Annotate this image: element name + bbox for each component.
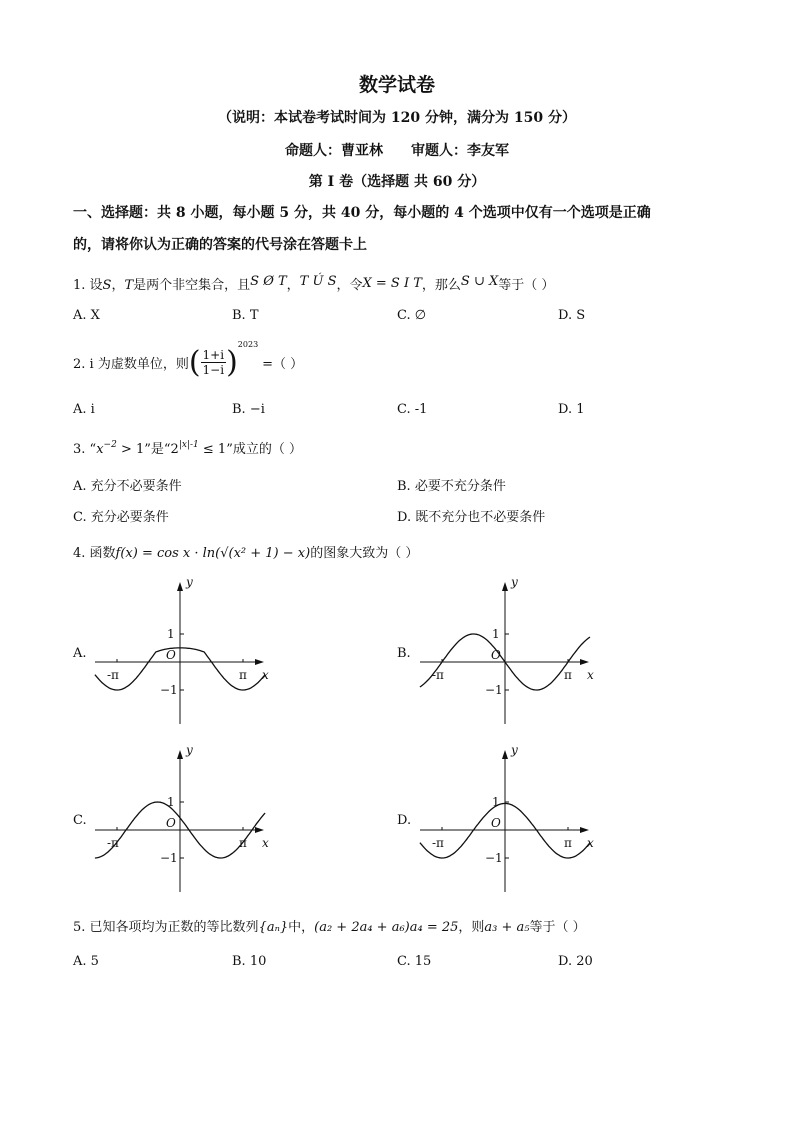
question-2: 2. i 为虚数单位，则 ( $\frac{1+i}{1-i}$ ) 2023 =（ ） bbox=[73, 340, 304, 380]
q4-d-label-1: 1 bbox=[492, 795, 500, 809]
q4-a-origin-label: O bbox=[166, 648, 176, 662]
q4-d-y-arrow bbox=[502, 750, 508, 759]
q2-exponent: 2023 bbox=[237, 340, 259, 349]
q2-option-a[interactable]: A. i bbox=[73, 402, 95, 417]
q4-text-a: 4. 函数 bbox=[73, 546, 116, 561]
q5-option-a[interactable]: A. 5 bbox=[73, 954, 99, 969]
q4-b-label-neg-1: −1 bbox=[485, 683, 503, 697]
q2-option-b[interactable]: B. −i bbox=[232, 402, 265, 417]
q4-formula: f(x) = cos x · ln(√(x² + 1) − x) bbox=[115, 546, 311, 561]
q2-denominator: 1−i bbox=[202, 362, 225, 377]
q4-b-x-label: x bbox=[587, 668, 594, 682]
q4-d-label-neg-pi: -π bbox=[432, 836, 444, 850]
q4-d-x-arrow bbox=[580, 827, 589, 833]
q2-numerator: 1+i bbox=[202, 347, 225, 362]
q4-d-x-label: x bbox=[587, 836, 594, 850]
q4-option-a[interactable]: A. bbox=[73, 646, 87, 661]
q2-option-d[interactable]: D. 1 bbox=[558, 402, 585, 417]
q3-option-b[interactable]: B. 必要不充分条件 bbox=[397, 479, 506, 494]
q5-target: a₃ + a₅ bbox=[484, 920, 530, 935]
q4-d-y-label: y bbox=[511, 743, 518, 757]
q1-text-a: 1. 设 bbox=[73, 278, 103, 293]
q1-comma-2: ， bbox=[286, 278, 300, 293]
q1-text-d: ，那么 bbox=[421, 278, 461, 293]
q3-rest-2: ≤ 1 bbox=[198, 442, 227, 457]
q4-c-origin-label: O bbox=[166, 816, 176, 830]
q1-text-b: 是两个非空集合，且 bbox=[133, 278, 251, 293]
q4-option-b[interactable]: B. bbox=[397, 646, 411, 661]
page-title: 数学试卷 bbox=[358, 74, 435, 96]
q4-c-label-pi: π bbox=[239, 836, 247, 850]
q1-comma: ， bbox=[111, 278, 125, 293]
q5-text-a: 5. 已知各项均为正数的等比数列 bbox=[73, 920, 259, 935]
q3-option-a[interactable]: A. 充分不必要条件 bbox=[73, 479, 182, 494]
q4-a-label-neg-1: −1 bbox=[160, 683, 178, 697]
q5-condition: (a₂ + 2a₄ + a₆)a₄ = 25 bbox=[314, 920, 459, 935]
reviewer: 审题人：李友军 bbox=[411, 143, 509, 159]
q2-text-a: 2. i 为虚数单位，则 bbox=[73, 356, 189, 372]
q3-text-a: 3. “ bbox=[73, 442, 97, 457]
q4-c-label-1: 1 bbox=[167, 795, 175, 809]
q5-text-d: 等于（ ） bbox=[529, 920, 586, 935]
q5-option-c[interactable]: C. 15 bbox=[397, 954, 432, 969]
q4-b-label-1: 1 bbox=[492, 627, 500, 641]
q3-text-b: ”是“ bbox=[144, 442, 171, 457]
q3-text-c: ”成立的（ ） bbox=[226, 442, 302, 457]
question-5 bbox=[73, 916, 586, 935]
q4-a-label-1: 1 bbox=[167, 627, 175, 641]
exam-note: （说明：本试卷考试时间为 120 分钟，满分为 150 分） bbox=[218, 110, 576, 126]
q1-option-d[interactable]: D. S bbox=[558, 308, 586, 323]
q2-text-b: =（ ） bbox=[262, 356, 304, 372]
q3-option-c[interactable]: C. 充分必要条件 bbox=[73, 510, 169, 525]
q4-c-label-neg-pi: -π bbox=[107, 836, 119, 850]
q3-rest-1: > 1 bbox=[116, 442, 145, 457]
section-heading-line2: 的，请将你认为正确的答案的代号涂在答题卡上 bbox=[73, 237, 367, 253]
q4-b-y-label: y bbox=[511, 575, 518, 589]
q3-exp-2: |x|-1 bbox=[178, 440, 199, 450]
q4-a-label-neg-pi: -π bbox=[107, 668, 119, 682]
q1-relation-2: T Ú S bbox=[299, 274, 337, 289]
q1-expression: S ∪ X bbox=[460, 274, 499, 289]
q3-var-x: x bbox=[96, 442, 104, 457]
q1-option-b[interactable]: B. T bbox=[232, 308, 259, 323]
q4-option-d[interactable]: D. bbox=[397, 813, 412, 828]
q1-t: T bbox=[124, 278, 134, 293]
q4-option-c[interactable]: C. bbox=[73, 813, 87, 828]
q5-text-b: 中， bbox=[288, 920, 315, 935]
q5-text-c: ，则 bbox=[458, 920, 485, 935]
q1-option-a[interactable]: A. X bbox=[73, 308, 100, 323]
q1-s: S bbox=[102, 278, 112, 293]
q4-c-label-neg-1: −1 bbox=[160, 851, 178, 865]
q4-b-label-pi: π bbox=[564, 668, 572, 682]
q4-a-label-pi: π bbox=[239, 668, 247, 682]
part-heading: 第 I 卷（选择题 共 60 分） bbox=[308, 174, 486, 190]
q5-option-b[interactable]: B. 10 bbox=[232, 954, 267, 969]
q5-option-d[interactable]: D. 20 bbox=[558, 954, 593, 969]
q4-d-origin-label: O bbox=[491, 816, 501, 830]
q4-a-x-label: x bbox=[262, 668, 269, 682]
q4-a-y-label: y bbox=[186, 575, 193, 589]
q4-c-x-label: x bbox=[262, 836, 269, 850]
q4-b-origin-label: O bbox=[491, 648, 501, 662]
setter: 命题人：曹亚林 bbox=[285, 143, 383, 159]
q3-base-2: 2 bbox=[170, 442, 179, 457]
q4-b-label-neg-pi: -π bbox=[432, 668, 444, 682]
q2-option-c[interactable]: C. -1 bbox=[397, 402, 428, 417]
q4-d-label-neg-1: −1 bbox=[485, 851, 503, 865]
q3-option-d[interactable]: D. 既不充分也不必要条件 bbox=[397, 510, 546, 525]
q1-option-c[interactable]: C. ∅ bbox=[397, 308, 427, 323]
q1-definition: X = S I T bbox=[362, 276, 422, 291]
q1-text-e: 等于（ ） bbox=[498, 278, 555, 293]
q1-relation-1: S Ø T bbox=[250, 274, 287, 289]
q1-text-c: ，令 bbox=[336, 278, 363, 293]
q4-c-y-label: y bbox=[186, 743, 193, 757]
q4-d-label-pi: π bbox=[564, 836, 572, 850]
q4-text-b: 的图象大致为（ ） bbox=[310, 546, 419, 561]
q5-sequence: {aₙ} bbox=[258, 920, 289, 935]
section-heading-line1: 一、选择题：共 8 小题，每小题 5 分，共 40 分，每小题的 4 个选项中仅有一个选项是正确 bbox=[73, 205, 651, 221]
q3-exp-1: −2 bbox=[103, 440, 117, 450]
